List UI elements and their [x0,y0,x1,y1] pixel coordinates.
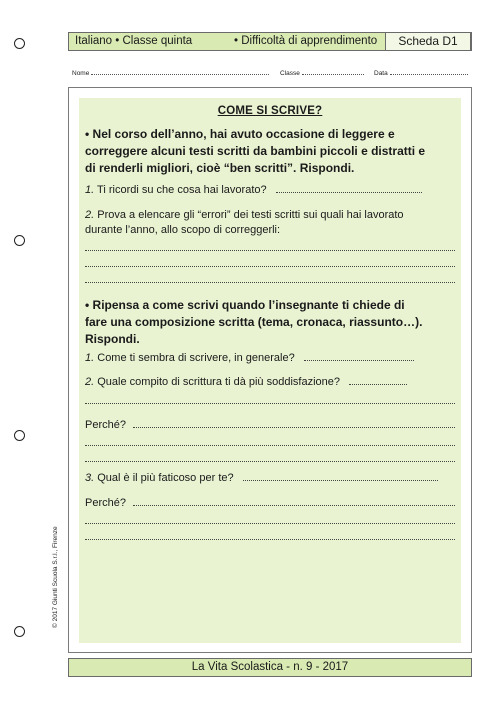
section1-question-2: 2. Prova a elencare gli “errori” dei testi scritti sui quali hai lavorato durante l’anno, allo scopo di correggerli: [85,209,404,236]
section2-question-1: 1. Come ti sembra di scrivere, in generale? [85,351,455,366]
name-field[interactable] [72,68,269,77]
worksheet-title: COME SI SCRIVE? [217,105,323,117]
answer-line[interactable] [85,266,455,267]
answer-line[interactable] [349,383,407,385]
binder-hole [14,626,25,637]
worksheet-card [68,87,472,653]
answer-line[interactable] [133,426,455,428]
section2-why-1: Perché? [85,418,455,433]
subject-label: Italiano • Classe quinta [75,35,193,47]
answer-line[interactable] [85,250,455,251]
section2-question-3: 3. Qual è il più faticoso per te? [85,471,455,486]
binder-hole [14,235,25,246]
binder-hole [14,430,25,441]
date-field[interactable] [374,68,468,77]
answer-line[interactable] [304,359,414,361]
section1-question-1: 1. Ti ricordi su che cosa hai lavorato? [85,183,455,198]
answer-line[interactable] [85,523,455,524]
name-label: Nome [72,70,90,77]
section1-instructions: • Nel corso dell’anno, hai avuto occasione di leggere e correggere alcuni testi scritti da bambini piccoli e distratti e di renderli migliori, cioè “ben scritti”. Rispondi. [85,127,426,175]
sheet-badge: Scheda D1 [385,32,471,51]
answer-line[interactable] [133,504,455,506]
section2-question-2: 2. Quale compito di scrittura ti dà più soddisfazione? [85,375,455,390]
answer-line[interactable] [85,461,455,462]
answer-line[interactable] [85,282,455,283]
class-label: Classe [280,70,300,77]
worksheet-panel [79,98,461,643]
binder-hole [14,38,25,49]
answer-line[interactable] [85,539,455,540]
footer-bar: La Vita Scolastica - n. 9 - 2017 [68,658,472,677]
answer-line[interactable] [243,479,438,481]
date-label: Data [374,70,388,77]
section2-why-2: Perché? [85,496,455,511]
topic-label: • Difficoltà di apprendimento [234,35,378,47]
class-field[interactable] [280,68,364,77]
header-bar [68,32,472,51]
copyright-text: © 2017 Giunti Scuola S.r.l., Firenze [52,526,59,628]
section2-instructions: • Ripensa a come scrivi quando l’insegnante ti chiede di fare una composizione scritta (tema, cronaca, riassunto…). Rispondi. [85,298,423,346]
answer-line[interactable] [276,191,422,193]
answer-line[interactable] [85,403,455,404]
answer-line[interactable] [85,445,455,446]
